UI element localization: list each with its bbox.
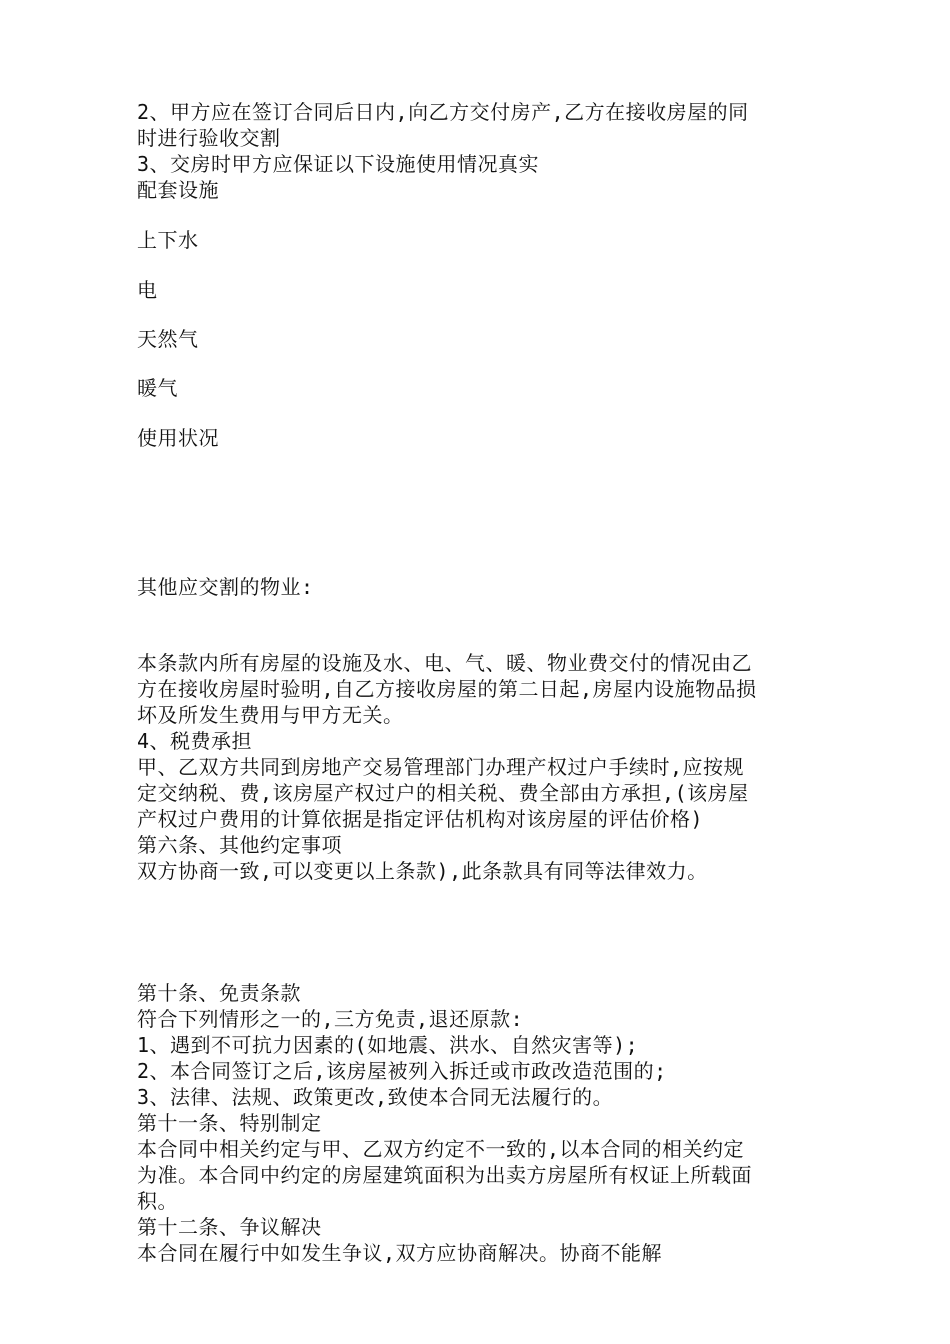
article-10-item-2: 2、本合同签订之后,该房屋被列入拆迁或市政改造范围的; [137,1059,667,1083]
tax-line-3: 产权过户费用的计算依据是指定评估机构对该房屋的评估价格) [137,807,704,831]
article-10-intro: 符合下列情形之一的,三方免责,退还原款: [137,1007,524,1031]
article-12-heading: 第十二条、争议解决 [137,1215,322,1239]
clause-note-line-3: 坏及所发生费用与甲方无关。 [137,703,404,727]
article-10-item-3: 3、法律、法规、政策更改,致使本合同无法履行的。 [137,1085,614,1109]
clause-note-line-1: 本条款内所有房屋的设施及水、电、气、暖、物业费交付的情况由乙 [137,651,752,675]
article-11-line-1: 本合同中相关约定与甲、乙双方约定不一致的,以本合同的相关约定 [137,1137,745,1161]
usage-status-label: 使用状况 [137,426,219,450]
article-11-line-2: 为准。本合同中约定的房屋建筑面积为出卖方房屋所有权证上所载面 [137,1163,752,1187]
clause-5-2-line-2: 时进行验收交割 [137,126,281,150]
clause-5-3-line: 3、交房时甲方应保证以下设施使用情况真实 [137,152,540,176]
tax-line-2: 定交纳税、费,该房屋产权过户的相关税、费全部由方承担,(该房屋 [137,781,749,805]
article-10-heading: 第十条、免责条款 [137,981,301,1005]
article-6-line: 双方协商一致,可以变更以上条款),此条款具有同等法律效力。 [137,859,708,883]
facility-electricity: 电 [137,278,158,302]
other-property-label: 其他应交割的物业: [137,575,314,599]
clause-5-2-line-1: 2、甲方应在签订合同后日内,向乙方交付房产,乙方在接收房屋的同 [137,100,749,124]
article-10-item-1: 1、遇到不可抗力因素的(如地震、洪水、自然灾害等); [137,1033,639,1057]
article-11-heading: 第十一条、特别制定 [137,1111,322,1135]
article-11-line-3: 积。 [137,1189,178,1213]
clause-note-line-2: 方在接收房屋时验明,自乙方接收房屋的第二日起,房屋内设施物品损 [137,677,757,701]
article-6-heading: 第六条、其他约定事项 [137,833,342,857]
article-12-line-1: 本合同在履行中如发生争议,双方应协商解决。协商不能解 [137,1241,663,1265]
facilities-heading: 配套设施 [137,178,219,202]
facility-heating: 暖气 [137,376,178,400]
tax-line-1: 甲、乙双方共同到房地产交易管理部门办理产权过户手续时,应按规 [137,755,745,779]
clause-5-4-heading: 4、税费承担 [137,729,253,753]
facility-water: 上下水 [137,228,199,252]
facility-gas: 天然气 [137,327,199,351]
